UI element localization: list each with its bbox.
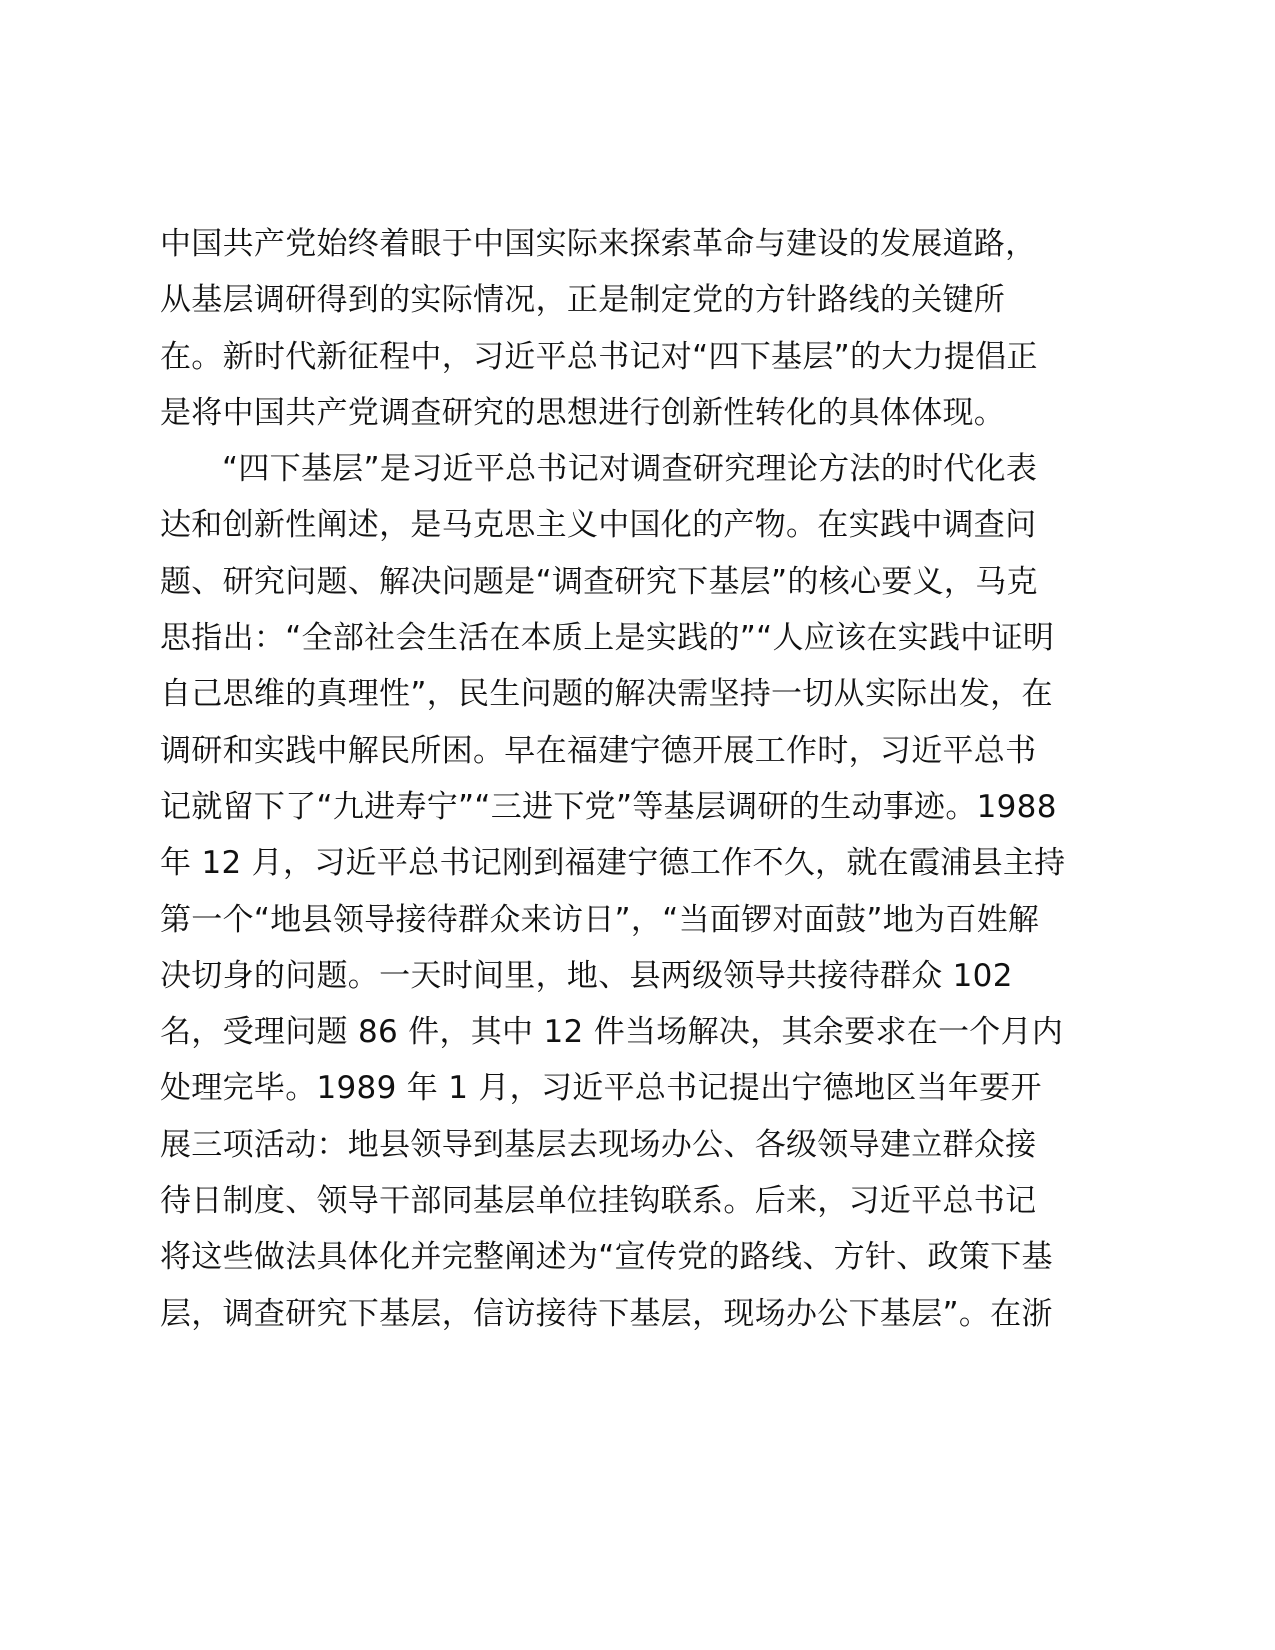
text-line: 待日制度、领导干部同基层单位挂钩联系。后来，习近平总书记 <box>160 1183 1037 1220</box>
text-line: 展三项活动：地县领导到基层去现场办公、各级领导建立群众接 <box>160 1126 1037 1163</box>
text-line: 层，调查研究下基层，信访接待下基层，现场办公下基层”。在浙 <box>160 1295 1053 1332</box>
text-line: 是将中国共产党调查研究的思想进行创新性转化的具体体现。 <box>160 394 1006 431</box>
text-line: 题、研究问题、解决问题是“调查研究下基层”的核心要义，马克 <box>160 563 1038 600</box>
text-line: 调研和实践中解民所困。早在福建宁德开展工作时，习近平总书 <box>160 732 1037 769</box>
text-line: 中国共产党始终着眼于中国实际来探索革命与建设的发展道路， <box>160 226 1037 262</box>
text-line: 年 12 月，习近平总书记刚到福建宁德工作不久，就在霞浦县主持 <box>160 845 1066 882</box>
text-line: 将这些做法具体化并完整阐述为“宣传党的路线、方针、政策下基 <box>160 1239 1053 1276</box>
text-line: 第一个“地县领导接待群众来访日”，“当面锣对面鼓”地为百姓解 <box>160 901 1040 938</box>
text-line: 在。新时代新征程中，习近平总书记对“四下基层”的大力提倡正 <box>160 338 1038 375</box>
paragraph-first-line: “四下基层”是习近平总书记对调查研究理论方法的时代化表 <box>222 451 1038 488</box>
body-text <box>160 216 1080 1342</box>
text-line: 思指出：“全部社会生活在本质上是实践的”“人应该在实践中证明 <box>160 620 1055 657</box>
text-line: 自己思维的真理性”，民生问题的解决需坚持一切从实际出发，在 <box>160 676 1053 713</box>
text-line: 处理完毕。1989 年 1 月，习近平总书记提出宁德地区当年要开 <box>160 1070 1042 1107</box>
text-line: 从基层调研得到的实际情况，正是制定党的方针路线的关键所 <box>160 282 1006 319</box>
text-line: 达和创新性阐述，是马克思主义中国化的产物。在实践中调查问 <box>160 507 1037 544</box>
text-line: 名，受理问题 86 件，其中 12 件当场解决，其余要求在一个月内 <box>160 1014 1064 1051</box>
text-line: 记就留下了“九进寿宁”“三进下党”等基层调研的生动事迹。1988 <box>160 788 1057 825</box>
text-line: 决切身的问题。一天时间里，地、县两级领导共接待群众 102 <box>160 957 1013 994</box>
